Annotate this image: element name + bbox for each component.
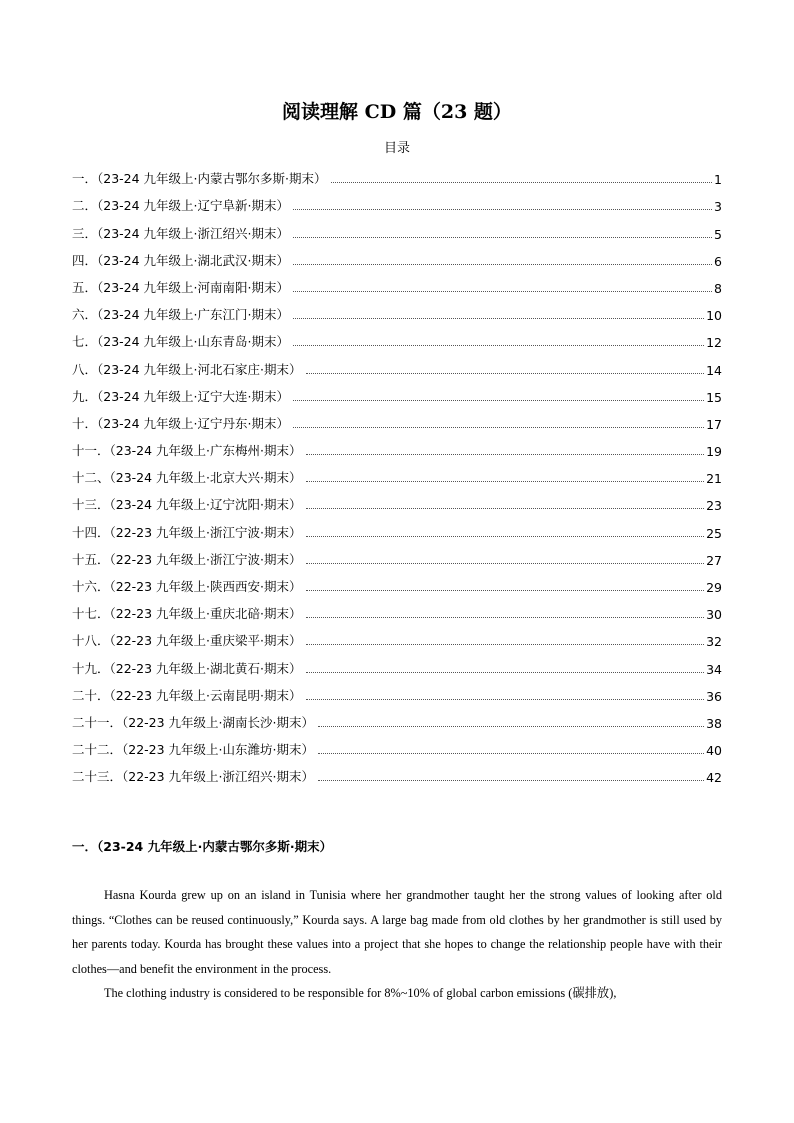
toc-entry-label: 十．（23-24 九年级上·辽宁丹东·期末） bbox=[72, 415, 289, 431]
toc-entry[interactable] bbox=[72, 408, 722, 435]
toc-entry[interactable] bbox=[72, 245, 722, 272]
toc-entry[interactable] bbox=[72, 652, 722, 679]
toc-dot-leader bbox=[306, 454, 705, 455]
toc-dot-leader bbox=[306, 644, 705, 645]
toc-entry[interactable] bbox=[72, 326, 722, 353]
toc-entry-page: 34 bbox=[706, 661, 722, 677]
toc-entry-page: 6 bbox=[714, 253, 722, 269]
toc-entry[interactable] bbox=[72, 272, 722, 299]
toc-entry-label: 二．（23-24 九年级上·辽宁阜新·期末） bbox=[72, 198, 289, 214]
toc-entry[interactable] bbox=[72, 734, 722, 761]
toc-entry-page: 21 bbox=[706, 471, 722, 487]
toc-entry[interactable] bbox=[72, 625, 722, 652]
toc-dot-leader bbox=[306, 508, 705, 509]
toc-entry-label: 十八．（22-23 九年级上·重庆梁平·期末） bbox=[72, 633, 302, 649]
toc-dot-leader bbox=[306, 590, 705, 591]
toc-entry-page: 23 bbox=[706, 498, 722, 514]
toc-entry[interactable] bbox=[72, 299, 722, 326]
toc-entry-page: 42 bbox=[706, 770, 722, 786]
toc-dot-leader bbox=[293, 291, 712, 292]
toc-entry-label: 三．（23-24 九年级上·浙江绍兴·期末） bbox=[72, 225, 289, 241]
toc-entry-page: 38 bbox=[706, 715, 722, 731]
toc-entry-label: 七．（23-24 九年级上·山东青岛·期末） bbox=[72, 334, 289, 350]
table-of-contents bbox=[72, 163, 722, 788]
toc-dot-leader bbox=[293, 237, 712, 238]
toc-entry-label: 二十二．（22-23 九年级上·山东潍坊·期末） bbox=[72, 742, 314, 758]
toc-entry-page: 17 bbox=[706, 416, 722, 432]
toc-dot-leader bbox=[306, 373, 705, 374]
toc-entry-page: 12 bbox=[706, 335, 722, 351]
toc-dot-leader bbox=[293, 264, 712, 265]
toc-entry-label: 一．（23-24 九年级上·内蒙古鄂尔多斯·期末） bbox=[72, 171, 327, 187]
toc-dot-leader bbox=[306, 481, 705, 482]
toc-dot-leader bbox=[306, 617, 705, 618]
toc-dot-leader bbox=[318, 780, 704, 781]
toc-dot-leader bbox=[331, 182, 713, 183]
toc-entry[interactable] bbox=[72, 462, 722, 489]
toc-entry-label: 四．（23-24 九年级上·湖北武汉·期末） bbox=[72, 252, 289, 268]
toc-entry[interactable] bbox=[72, 435, 722, 462]
paragraph: The clothing industry is considered to be responsible for 8%~10% of global carbon emissions (碳排放), bbox=[103, 986, 617, 1000]
toc-dot-leader bbox=[293, 400, 704, 401]
toc-entry[interactable] bbox=[72, 489, 722, 516]
toc-entry-page: 5 bbox=[714, 226, 722, 242]
toc-entry-label: 九．（23-24 九年级上·辽宁大连·期末） bbox=[72, 388, 289, 404]
toc-dot-leader bbox=[293, 318, 704, 319]
toc-entry-page: 1 bbox=[714, 172, 722, 188]
toc-entry-page: 25 bbox=[706, 525, 722, 541]
toc-entry-label: 五．（23-24 九年级上·河南南阳·期末） bbox=[72, 279, 289, 295]
toc-entry-label: 十五．（22-23 九年级上·浙江宁波·期末） bbox=[72, 551, 302, 567]
toc-entry[interactable] bbox=[72, 571, 722, 598]
toc-entry-page: 3 bbox=[714, 199, 722, 215]
toc-dot-leader bbox=[306, 563, 705, 564]
toc-entry-page: 36 bbox=[706, 688, 722, 704]
toc-entry-label: 十三．（23-24 九年级上·辽宁沈阳·期末） bbox=[72, 497, 302, 513]
toc-entry-label: 二十．（22-23 九年级上·云南昆明·期末） bbox=[72, 687, 302, 703]
toc-entry-label: 十九．（22-23 九年级上·湖北黄石·期末） bbox=[72, 660, 302, 676]
toc-dot-leader bbox=[318, 753, 704, 754]
toc-entry[interactable] bbox=[72, 163, 722, 190]
toc-entry[interactable] bbox=[72, 190, 722, 217]
document-title: 阅读理解 CD 篇（23 题） bbox=[282, 101, 512, 123]
toc-entry-page: 40 bbox=[706, 743, 722, 759]
toc-entry-label: 十七．（22-23 九年级上·重庆北碚·期末） bbox=[72, 606, 302, 622]
toc-entry-page: 27 bbox=[706, 552, 722, 568]
toc-dot-leader bbox=[306, 536, 705, 537]
toc-entry-page: 15 bbox=[706, 389, 722, 405]
toc-entry-label: 十二、（23-24 九年级上·北京大兴·期末） bbox=[72, 470, 302, 486]
passage-text bbox=[72, 883, 722, 1006]
toc-dot-leader bbox=[306, 672, 705, 673]
toc-entry-page: 19 bbox=[706, 444, 722, 460]
toc-entry-page: 8 bbox=[714, 280, 722, 296]
toc-entry[interactable] bbox=[72, 680, 722, 707]
toc-entry[interactable] bbox=[72, 353, 722, 380]
toc-dot-leader bbox=[293, 345, 704, 346]
toc-entry-page: 10 bbox=[706, 308, 722, 324]
toc-entry-label: 八．（23-24 九年级上·河北石家庄·期末） bbox=[72, 361, 302, 377]
toc-entry-page: 14 bbox=[706, 362, 722, 378]
paragraph: Hasna Kourda grew up on an island in Tunisia where her grandmother taught her the strong values of looking after old things. “Clothes can be reused continuously,” Kourda says. A large bag made from old clothes by her grandmother is still used by her parents today. Kourda has brought these values into a project that she hopes to change the relationship people have with their clothes—and benefit the environment in the process. bbox=[72, 888, 722, 976]
toc-entry[interactable] bbox=[72, 598, 722, 625]
toc-entry-label: 十四．（22-23 九年级上·浙江宁波·期末） bbox=[72, 524, 302, 540]
toc-entry[interactable] bbox=[72, 544, 722, 571]
toc-entry[interactable] bbox=[72, 217, 722, 244]
toc-entry-page: 32 bbox=[706, 634, 722, 650]
toc-entry-page: 30 bbox=[706, 607, 722, 623]
toc-entry-page: 29 bbox=[706, 580, 722, 595]
toc-dot-leader bbox=[293, 427, 704, 428]
toc-entry-label: 二十一．（22-23 九年级上·湖南长沙·期末） bbox=[72, 714, 314, 730]
toc-entry[interactable] bbox=[72, 516, 722, 543]
toc-entry-label: 二十三．（22-23 九年级上·浙江绍兴·期末） bbox=[72, 769, 314, 785]
toc-entry[interactable] bbox=[72, 707, 722, 734]
toc-heading: 目录 bbox=[383, 141, 410, 156]
toc-entry[interactable] bbox=[72, 381, 722, 408]
toc-entry-label: 十一．（23-24 九年级上·广东梅州·期末） bbox=[72, 443, 302, 459]
toc-entry[interactable] bbox=[72, 761, 722, 788]
toc-entry-label: 十六．（22-23 九年级上·陕西西安·期末） bbox=[72, 579, 302, 594]
toc-dot-leader bbox=[293, 209, 712, 210]
toc-entry-label: 六．（23-24 九年级上·广东江门·期末） bbox=[72, 307, 289, 323]
section-heading: 一．（23-24 九年级上·内蒙古鄂尔多斯·期末） bbox=[72, 839, 333, 854]
toc-dot-leader bbox=[306, 699, 705, 700]
toc-dot-leader bbox=[318, 726, 704, 727]
